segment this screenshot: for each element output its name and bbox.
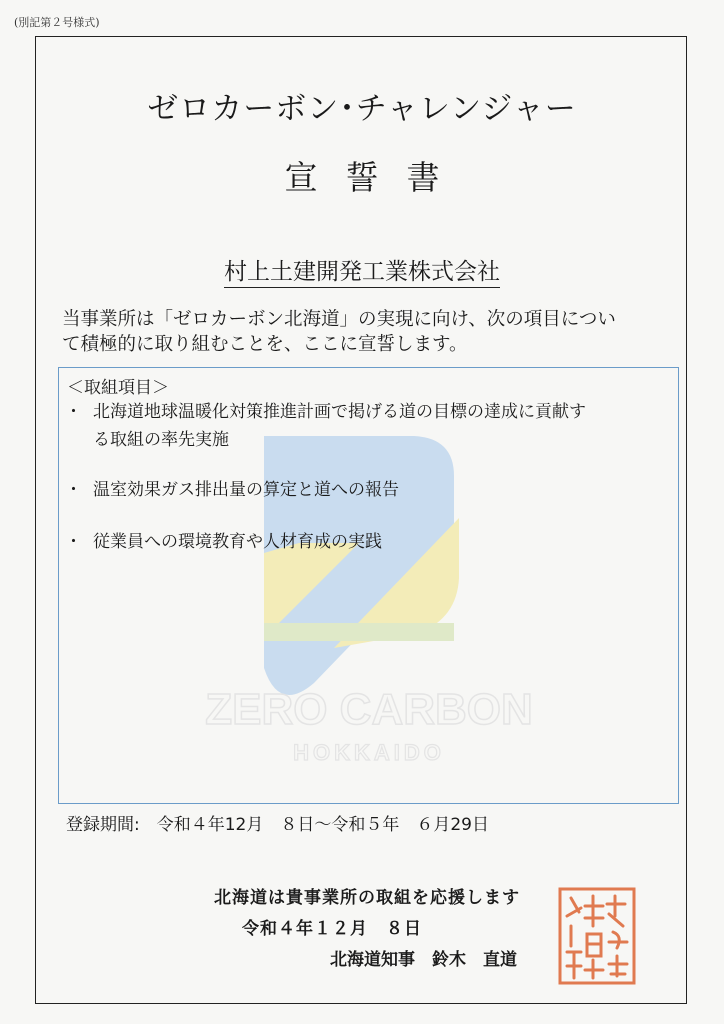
intro-paragraph xyxy=(62,307,662,357)
initiative-item-1 xyxy=(65,398,665,454)
company-name xyxy=(0,253,724,286)
watermark-text-1: ZERO CARBON xyxy=(205,685,533,734)
form-number-note: (別記第２号様式) xyxy=(14,16,100,29)
initiatives-heading: ＜取組項目＞ xyxy=(67,378,169,398)
bullet: ・ xyxy=(65,480,82,500)
seal-glyphs-icon xyxy=(567,896,627,978)
watermark-text-2: HOKKAIDO xyxy=(293,740,445,765)
initiative-text-line-2: る取組の率先実施 xyxy=(93,430,229,450)
zero-carbon-mark-icon xyxy=(264,436,459,695)
initiative-text: 従業員への環境教育や人材育成の実践 xyxy=(93,532,382,552)
initiative-item-3 xyxy=(65,528,665,556)
support-statement: 北海道は貴事業所の取組を応援します xyxy=(214,888,520,908)
issue-date: 令和４年１２月 ８日 xyxy=(242,919,422,939)
initiative-text: 温室効果ガス排出量の算定と道への報告 xyxy=(93,480,399,500)
company-name-text: 村上土建開発工業株式会社 xyxy=(224,259,500,288)
official-seal xyxy=(557,886,637,986)
bullet: ・ xyxy=(65,402,82,422)
initiative-item-2 xyxy=(65,476,665,504)
document-title: ゼロカーボン･チャレンジャー xyxy=(147,91,577,127)
initiatives-box xyxy=(58,367,679,804)
bullet: ・ xyxy=(65,532,82,552)
registration-period: 登録期間: 令和４年12月 ８日～令和５年 ６月29日 xyxy=(66,815,489,835)
intro-line-1: 当事業所は「ゼロカーボン北海道」の実現に向け、次の項目につい xyxy=(62,309,616,330)
document-subtitle: 宣誓書 xyxy=(284,158,468,197)
governor-signature: 北海道知事 鈴木 直道 xyxy=(330,950,517,970)
initiative-text-line-1: 北海道地球温暖化対策推進計画で掲げる道の目標の達成に貢献す xyxy=(93,402,586,422)
logo-bar xyxy=(264,623,454,641)
intro-line-2: て積極的に取り組むことを、ここに宣誓します。 xyxy=(62,334,468,355)
